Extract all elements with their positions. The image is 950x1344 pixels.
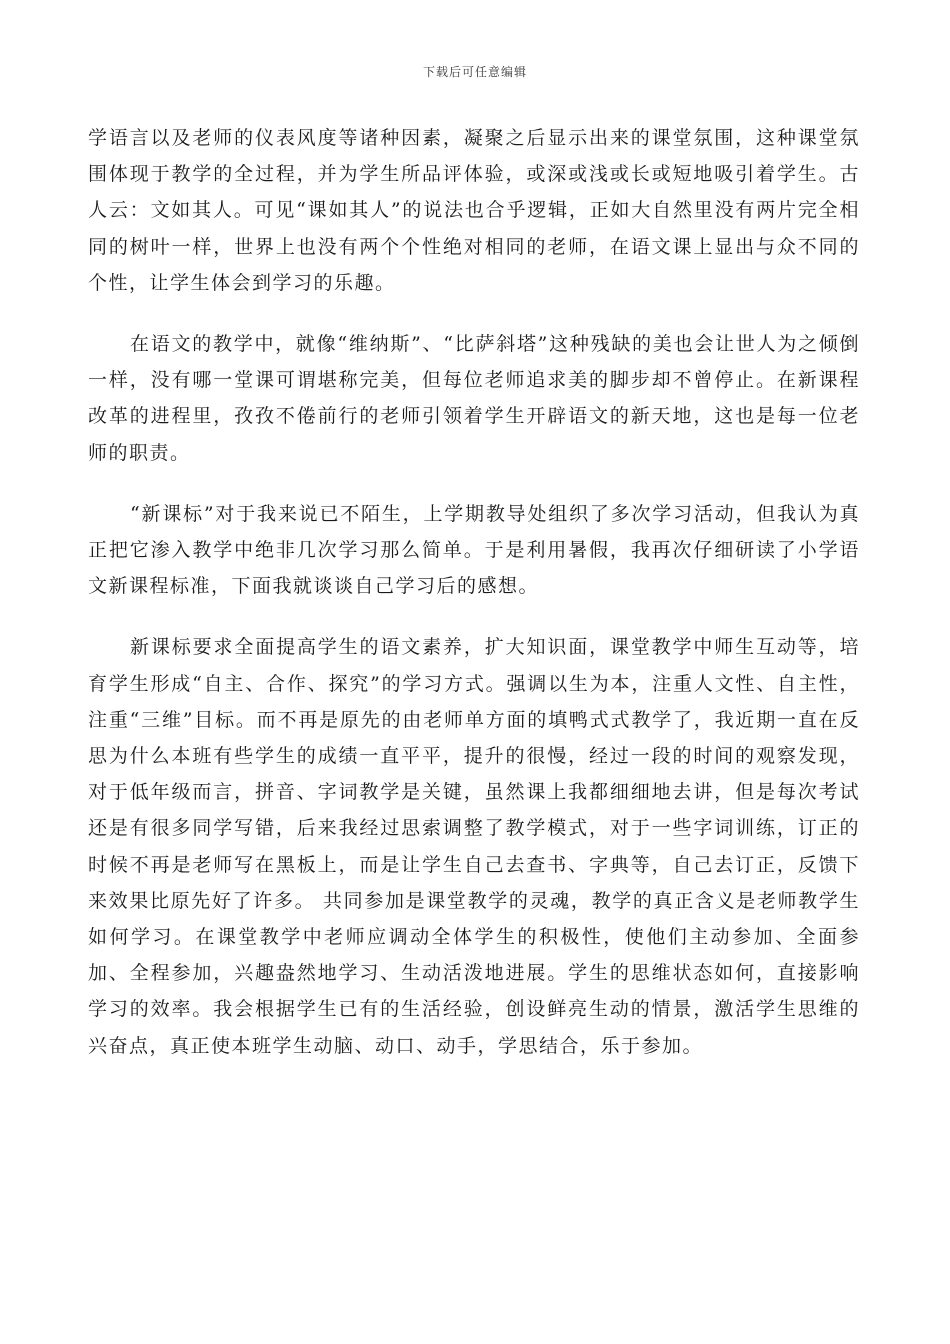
paragraph-1: 学语言以及老师的仪表风度等诸种因素，凝聚之后显示出来的课堂氛围，这种课堂氛围体现于教学的全过程，并为学生所品评体验，或深或浅或长或短地吸引着学生。古人云：文如其人。可见“课如其人”的说法也合乎逻辑，正如大自然里没有两片完全相同的树叶一样，世界上也没有两个个性绝对相同的老师，在语文课上显出与众不同的个性，让学生体会到学习的乐趣。 [88, 127, 860, 294]
page-header: 下载后可任意编辑 [422, 65, 527, 79]
document-body [88, 120, 860, 1089]
paragraph-4: 新课标要求全面提高学生的语文素养，扩大知识面，课堂教学中师生互动等，培育学生形成“自主、合作、探究”的学习方式。强调以生为本，注重人文性、自主性，注重“三维”目标。而不再是原先的由老师单方面的填鸭式式教学了，我近期一直在反思为什么本班有些学生的成绩一直平平，提升的很慢，经过一段的时间的观察发现，对于低年级而言，拼音、字词教学是关键，虽然课上我都细细地去讲，但是每次考试还是有很多同学写错，后来我经过思索调整了教学模式，对于一些字词训练，订正的时候不再是老师写在黑板上，而是让学生自己去查书、字典等，自己去订正，反馈下来效果比原先好了许多。 共同参加是课堂教学的灵魂，教学的真正含义是老师教学生如何学习。在课堂教学中老师应调动全体学生的积极性，使他们主动参加、全面参加、全程参加，兴趣盎然地学习、生动活泼地进展。学生的思维状态如何，直接影响学习的效率。我会根据学生已有的生活经验，创设鲜亮生动的情景，激活学生思维的兴奋点，真正使本班学生动脑、动口、动手，学思结合，乐于参加。 [88, 636, 860, 1057]
paragraph-2: 在语文的教学中，就像“维纳斯”、“比萨斜塔”这种残缺的美也会让世人为之倾倒一样，没有哪一堂课可谓堪称完美，但每位老师追求美的脚步却不曾停止。在新课程改革的进程里，孜孜不倦前行的老师引领着学生开辟语文的新天地，这也是每一位老师的职责。 [88, 333, 860, 464]
paragraph-3: “新课标”对于我来说已不陌生，上学期教导处组织了多次学习活动，但我认为真正把它渗入教学中绝非几次学习那么简单。于是利用暑假，我再次仔细研读了小学语文新课程标准，下面我就谈谈自己学习后的感想。 [88, 502, 860, 598]
